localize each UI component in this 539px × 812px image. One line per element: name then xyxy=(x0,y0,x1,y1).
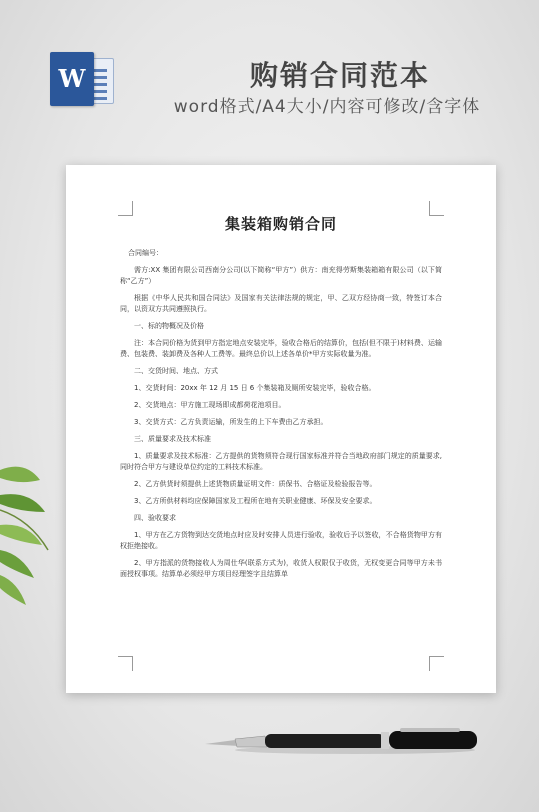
page-subtitle: word格式/A4大小/内容可修改/含字体 xyxy=(173,97,481,117)
word-file-icon xyxy=(50,52,114,110)
paragraph: 3、交货方式：乙方负责运输，所发生的上下车费由乙方承担。 xyxy=(134,418,328,426)
paragraph: 1、质量要求及技术标准：乙方提供的货物须符合现行国家标准并符合当地政府部门规定的质量要求,同时符合甲方与建设单位约定的工料技术标准。 xyxy=(120,452,442,471)
fountain-pen-icon xyxy=(205,716,485,756)
paragraph: 合同编号： xyxy=(128,249,163,257)
word-letter: W xyxy=(50,52,94,106)
paragraph: 1、甲方在乙方货物到达交货地点时应及时安排人员进行验收，验收后予以签收，不合格货物甲方有权拒绝接收。 xyxy=(120,531,442,550)
paragraph: 注：本合同价格为货到甲方指定地点安装完毕，验收合格后的结算价，包括(但不限于)材料费、运输费、包装费、装卸费及各种人工费等。最终总价以上述各单价*甲方实际收量为准。 xyxy=(120,339,442,358)
section-heading: 三、质量要求及技术标准 xyxy=(134,435,211,443)
crop-mark xyxy=(118,656,133,671)
section-heading: 二、交货时间、地点、方式 xyxy=(134,367,218,375)
paragraph: 3、乙方所供材料均应保障国家及工程所在地有关职业健康、环保及安全要求。 xyxy=(134,497,377,505)
paragraph: 2、乙方供货时须提供上述货物质量证明文件：质保书、合格证及检验报告等。 xyxy=(134,480,377,488)
section-heading: 四、验收要求 xyxy=(134,514,176,522)
paragraph: 2、交货地点：甲方施工现场即成都荷花池项目。 xyxy=(134,401,286,409)
paragraph: 根据《中华人民共和国合同法》及国家有关法律法规的规定，甲、乙双方经协商一致，特签订本合同，以资双方共同遵照执行。 xyxy=(120,294,442,313)
crop-mark xyxy=(429,656,444,671)
paragraph: 1、交货时间：20xx 年 12 月 15 日 6 个集装箱及厕所安装完毕，验收合格。 xyxy=(134,384,376,392)
section-heading: 一、标的物概况及价格 xyxy=(134,322,204,330)
document-title: 集装箱购销合同 xyxy=(224,215,337,233)
plant-leaves-icon xyxy=(0,450,50,620)
document-body xyxy=(120,248,442,586)
paragraph: 2、甲方指派的货物接收人为周仕华(联系方式为)，收货人权限仅于收货，无权变更合同等甲方未书面授权事项。结算单必须经甲方项目经理签字且结算单 xyxy=(120,559,442,578)
page-title: 购销合同范本 xyxy=(249,59,430,92)
document-page xyxy=(66,165,496,693)
paragraph: 需方:XX 集团有限公司西南分公司(以下简称“甲方”）供方：南充得劳斯集装箱箱有限公司（以下简称“乙方”） xyxy=(120,266,442,285)
